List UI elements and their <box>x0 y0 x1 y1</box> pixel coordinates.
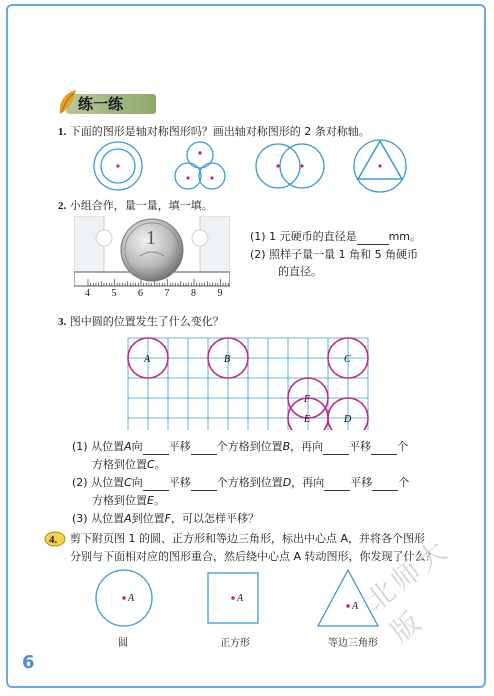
ruler-tick-label: 5 <box>111 288 117 299</box>
question-4-line2: 分别与下面相对应的图形重合，然后绕中心点 A 转动图形，你发现了什么？ <box>70 550 437 563</box>
q3-sub2-line2: 方格到位置E。 <box>92 494 165 507</box>
answer-blank[interactable] <box>191 478 217 491</box>
center-label-a: A <box>237 593 244 604</box>
label-square: 正方形 <box>220 638 250 649</box>
answer-blank[interactable] <box>143 442 169 455</box>
section-title: 练一练 <box>78 95 124 113</box>
question-number: 2. <box>58 200 67 212</box>
ruler-tick-label: 4 <box>85 288 90 299</box>
leaf-icon <box>56 88 80 116</box>
center-label-a: A <box>128 593 135 604</box>
q3-sub1-line2: 方格到位置C。 <box>92 458 166 471</box>
page-number: 6 <box>22 652 35 673</box>
ruler-tick-label: 6 <box>138 288 143 299</box>
circle-label-f: F <box>304 394 311 405</box>
grid-svg <box>126 330 378 430</box>
circle-label-b: B <box>224 354 231 365</box>
section-title-tag <box>56 88 152 114</box>
answer-blank[interactable] <box>323 442 349 455</box>
q3-sub1: (1) 从位置A向 平移 个方格到位置B，再向 平移 个 <box>72 440 409 453</box>
hands-on-icon <box>44 530 66 548</box>
circle-label-e: E <box>304 414 311 425</box>
label-circle: 圆 <box>118 638 128 649</box>
question-3 <box>58 314 224 330</box>
q1-figures <box>80 136 420 196</box>
watermark: 北师大版 <box>359 532 456 649</box>
translation-grid <box>126 330 378 434</box>
question-number: 1. <box>58 126 67 138</box>
svg-text:4.: 4. <box>49 534 58 546</box>
q3-sub3: (3) 从位置A到位置F，可以怎样平移？ <box>72 512 259 525</box>
answer-blank[interactable] <box>324 478 350 491</box>
ruler-svg <box>74 216 230 302</box>
answer-blank[interactable] <box>371 442 397 455</box>
answer-blank[interactable] <box>191 442 217 455</box>
question-number: 3. <box>58 316 67 328</box>
answer-blank[interactable] <box>143 478 169 491</box>
question-2 <box>58 198 213 214</box>
label-triangle: 等边三角形 <box>328 638 378 649</box>
circle-label-a: A <box>144 354 151 365</box>
q3-sub2: (2) 从位置C向 平移 个方格到位置D，再向 平移 个 <box>72 476 410 489</box>
center-label-a: A <box>352 601 359 612</box>
circle-label-c: C <box>344 354 351 365</box>
ruler-tick-label: 7 <box>164 288 170 299</box>
question-text: 图中圆的位置发生了什么变化？ <box>69 315 224 328</box>
ruler-tick-label: 8 <box>191 288 196 299</box>
q4-shapes <box>90 568 380 630</box>
answer-blank[interactable] <box>372 478 398 491</box>
coin-ruler-illustration <box>74 216 230 302</box>
q2-sub2-line2: 的直径。 <box>278 265 322 278</box>
svg-text:1: 1 <box>146 227 156 249</box>
q2-sub2: (2) 照样子量一量 1 角和 5 角硬币 <box>250 248 419 261</box>
q2-sub1: (1) 1 元硬币的直径是 mm。 <box>250 230 422 243</box>
circle-label-d: D <box>344 414 352 425</box>
question-text: 小组合作，量一量，填一填。 <box>69 199 213 212</box>
ruler-tick-label: 9 <box>217 288 223 299</box>
answer-blank[interactable] <box>357 232 389 245</box>
question-text: 下面的图形是轴对称图形吗？画出轴对称图形的 2 条对称轴。 <box>69 125 370 138</box>
question-4-line1: 剪下附页图 1 的圆、正方形和等边三角形，标出中心点 A，并将各个图形 <box>70 532 426 545</box>
